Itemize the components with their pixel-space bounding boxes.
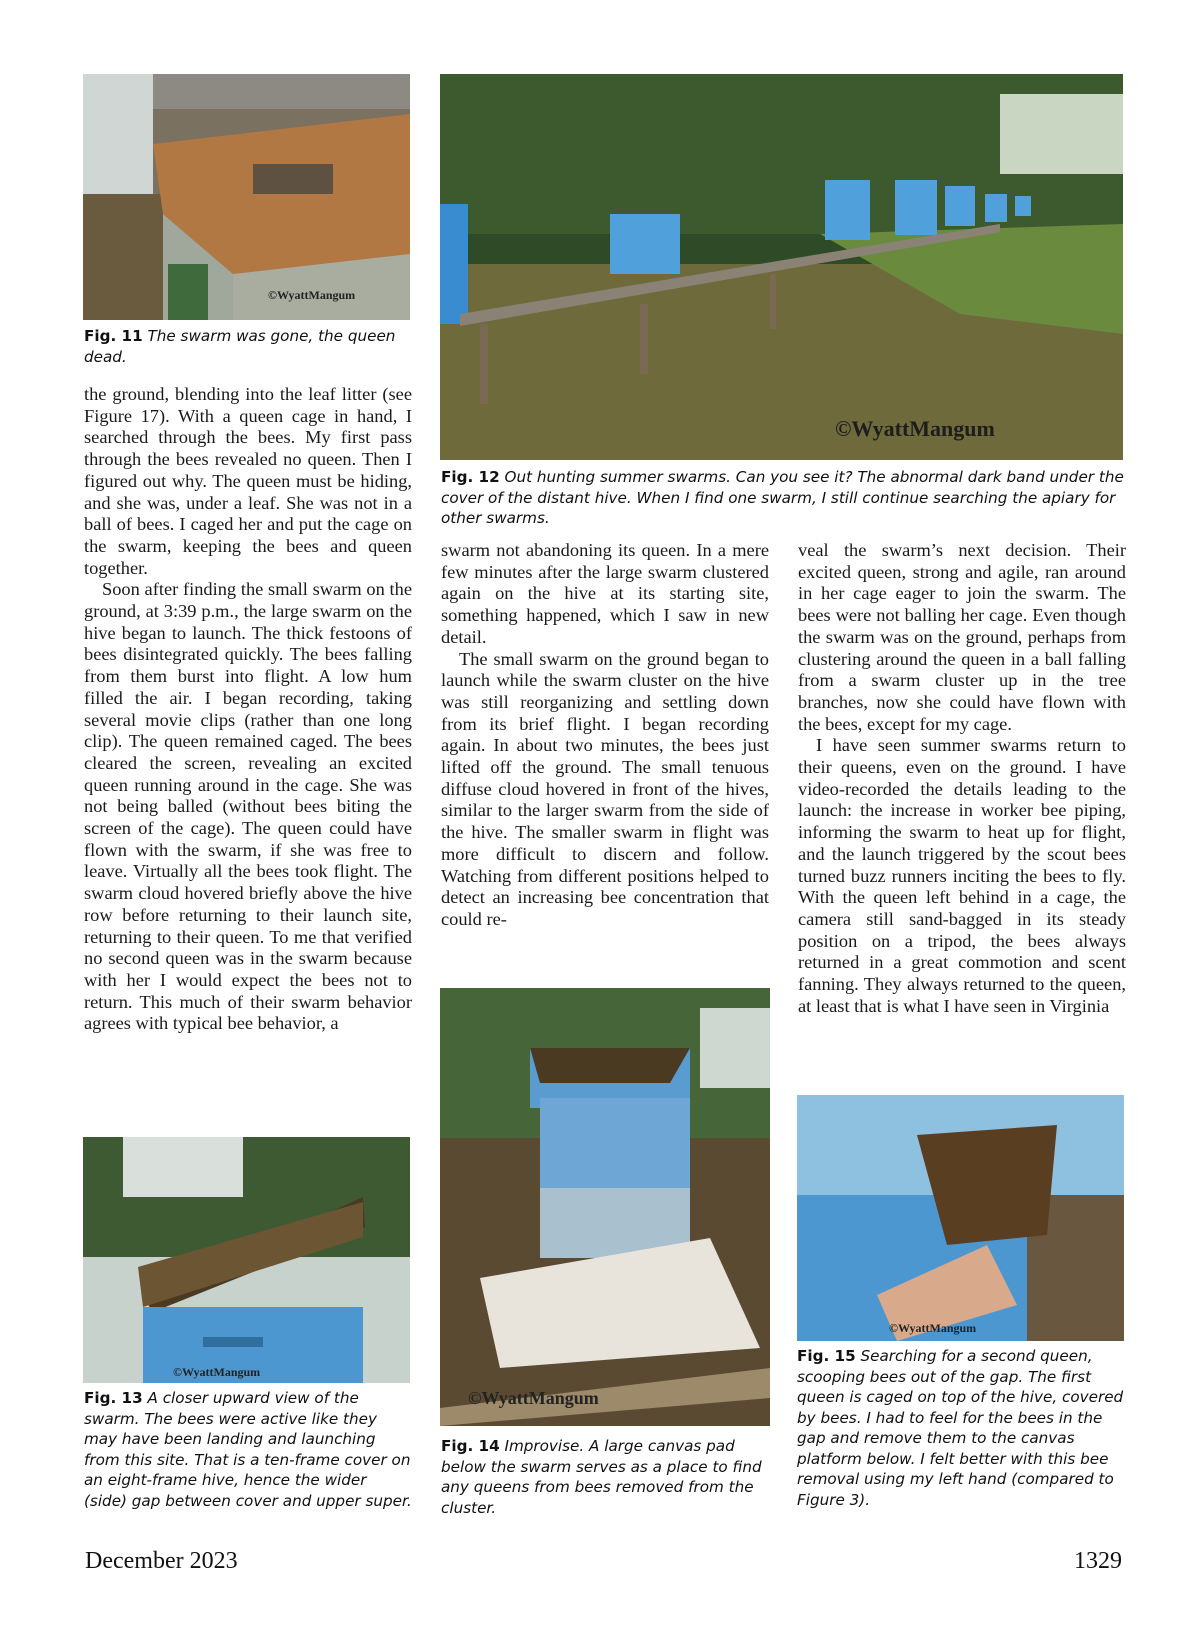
fig12-caption bbox=[441, 467, 1126, 529]
fig13-watermark: ©WyattMangum bbox=[173, 1365, 261, 1379]
column-3-paragraph-1: veal the swarm’s next decision. Their excited queen, strong and agile, ran around in her cage eager to join the swarm. The bees were not balling her cage. Even though the swarm was on the ground, perhaps from clustering around the queen in a ball falling from a swarm cluster up in the tree branches, now she could have flown with the bees, except for my cage. bbox=[798, 540, 1126, 734]
fig13-photo bbox=[83, 1137, 410, 1383]
page-number: 1329 bbox=[1074, 1548, 1122, 1574]
column-1-text bbox=[84, 384, 412, 1035]
column-1-paragraph-2: Soon after finding the small swarm on the ground, at 3:39 p.m., the large swarm on the hive began to launch. The thick festoons of bees disintegrated quickly. The bees falling from them burst into flight. A low hum filled the air. I began recording, taking several movie clips (rather than one long clip). The queen remained caged. The bees cleared the screen, revealing an excited queen running around in the cage. She was not being balled (without bees biting the screen of the cage). The queen could have flown with the swarm, if she was free to leave. Virtually all the bees took flight. The swarm cloud hovered briefly above the hive row before returning to their launch site, returning to their queen. To me that verified no second queen was in the swarm because with her I would expect the bees not to return. This much of their swarm behavior agrees with typical bee behavior, a bbox=[84, 579, 412, 1034]
fig13-caption-text: A closer upward view of the swarm. The bees were active like they may have been landing and launching from this site. That is a ten-frame cover on an eight-frame hive, hence the wider (side) gap between cover and upper super. bbox=[84, 1389, 412, 1510]
fig11-watermark: ©WyattMangum bbox=[268, 288, 356, 302]
fig13-caption bbox=[84, 1388, 414, 1511]
column-2-text bbox=[441, 540, 769, 931]
fig12-caption-text: Out hunting summer swarms. Can you see it? The abnormal dark band under the cover of the distant hive. When I find one swarm, I still continue searching the apiary for other swarms. bbox=[441, 468, 1124, 527]
fig11-caption-label: Fig. 11 bbox=[84, 327, 143, 345]
fig13-caption-label: Fig. 13 bbox=[84, 1389, 143, 1407]
column-3-text bbox=[798, 540, 1126, 1017]
fig14-caption bbox=[441, 1436, 773, 1518]
fig12-watermark: ©WyattMangum bbox=[835, 416, 995, 441]
fig11-caption-text: The swarm was gone, the queen dead. bbox=[84, 327, 396, 366]
fig15-caption bbox=[797, 1346, 1127, 1510]
fig12-photo bbox=[440, 74, 1123, 460]
fig14-photo bbox=[440, 988, 770, 1426]
fig11-photo bbox=[83, 74, 410, 320]
column-2-paragraph-2: The small swarm on the ground began to launch while the swarm cluster on the hive was still reorganizing and settling down from its brief flight. I began recording again. In about two minutes, the bees just lifted off the ground. The small tenuous diffuse cloud hovered in front of the hives, similar to the larger swarm from the side of the hive. The smaller swarm in flight was more difficult to discern and follow. Watching from different positions helped to detect an increasing bee concentration that could re- bbox=[441, 648, 769, 929]
column-1-paragraph-1: the ground, blending into the leaf litter (see Figure 17). With a queen cage in hand, I searched through the bees. My first pass through the bees revealed no queen. Then I figured out why. The queen must be hiding, and she was, under a leaf. She was not in a ball of bees. I caged her and put the cage on the swarm, keeping the bees and queen together. bbox=[84, 384, 412, 578]
fig15-caption-text: Searching for a second queen, scooping bees out of the gap. The first queen is caged on top of the hive, covered by bees. I had to feel for the bees in the gap and remove them to the canvas platform below. I felt better with this bee removal using my left hand (compared to Figure 3). bbox=[797, 1347, 1124, 1509]
fig15-watermark: ©WyattMangum bbox=[889, 1321, 977, 1335]
fig14-caption-label: Fig. 14 bbox=[441, 1437, 500, 1455]
column-3-paragraph-2: I have seen summer swarms return to their queens, even on the ground. I have video-recorded the details leading to the launch: the increase in worker bee piping, informing the swarm to heat up for flight, and the launch triggered by the scout bees turned buzz runners inciting the bees to fly. With the queen left behind in a cage, the camera still sand-bagged in its steady position on a tripod, the bees always returned in a great commotion and scent fanning. They always returned to the queen, at least that is what I have seen in Virginia bbox=[798, 735, 1126, 1016]
fig12-caption-label: Fig. 12 bbox=[441, 468, 500, 486]
fig14-watermark: ©WyattMangum bbox=[468, 1388, 599, 1408]
fig15-caption-label: Fig. 15 bbox=[797, 1347, 856, 1365]
fig14-caption-text: Improvise. A large canvas pad below the swarm serves as a place to find any queens from bees removed from the cluster. bbox=[441, 1437, 762, 1517]
column-2-paragraph-1: swarm not abandoning its queen. In a mere few minutes after the large swarm clustered again on the hive at its starting site, something happened, which I saw in new detail. bbox=[441, 540, 769, 647]
fig11-caption bbox=[84, 326, 414, 367]
issue-date: December 2023 bbox=[85, 1548, 238, 1574]
fig15-photo bbox=[797, 1095, 1124, 1341]
